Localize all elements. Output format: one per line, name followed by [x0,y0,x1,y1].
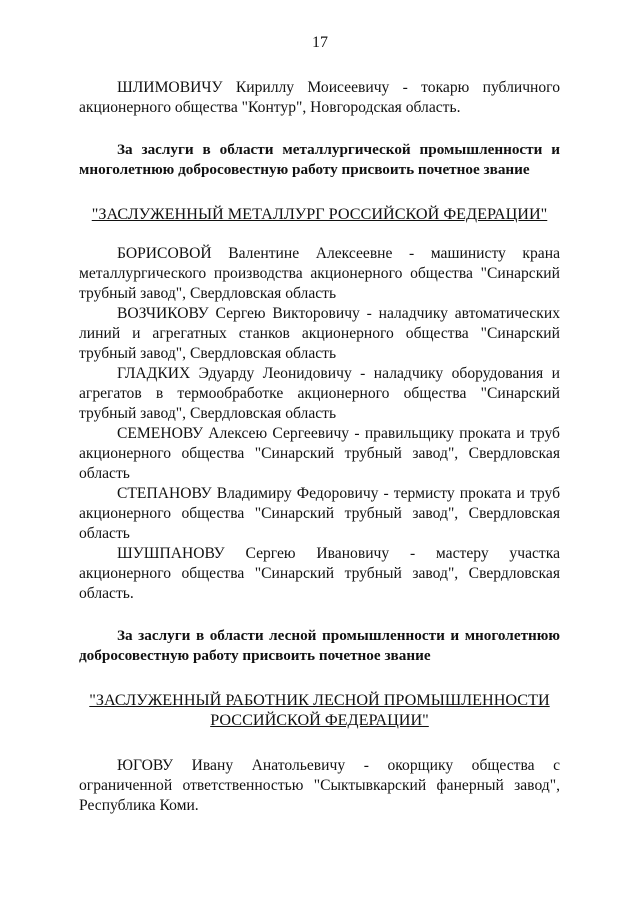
honorary-title-forestry [79,690,560,730]
decree-forestry: За заслуги в области лесной промышленности и многолетнюю добросовестную работу присвоить почетное звание [79,627,560,664]
decree-metallurgy: За заслуги в области металлургической промышленности и многолетнюю добросовестную работу присвоить почетное звание [79,141,560,178]
award-entry: ЮГОВУ Ивану Анатольевичу - окорщику общества с ограниченной ответственностью "Сыктывкарский фанерный завод", Республика Коми. [79,757,560,814]
award-entry: ГЛАДКИХ Эдуарду Леонидовичу - наладчику оборудования и агрегатов в термообработке акционерного общества "Синарский трубный завод", Свердловская область [79,365,560,422]
award-entry-intro: ШЛИМОВИЧУ Кириллу Моисеевичу - токарю публичного акционерного общества "Контур", Новгородская область. [79,79,560,116]
award-entry: ВОЗЧИКОВУ Сергею Викторовичу - наладчику автоматических линий и агрегатных станков акционерного общества "Синарский трубный завод", Свердловская область [79,305,560,362]
document-body [79,78,560,816]
award-entry: СТЕПАНОВУ Владимиру Федоровичу - термисту проката и труб акционерного общества "Синарский трубный завод", Свердловская область [79,485,560,542]
award-entry: БОРИСОВОЙ Валентине Алексеевне - машинисту крана металлургического производства акционерного общества "Синарский трубный завод", Свердловская область [79,245,560,302]
award-entry: СЕМЕНОВУ Алексею Сергеевичу - правильщику проката и труб акционерного общества "Синарский трубный завод", Свердловская область [79,425,560,482]
page-number: 17 [312,34,328,51]
honorary-title-line: РОССИЙСКОЙ ФЕДЕРАЦИИ" [210,711,429,729]
award-list-forestry [79,756,560,816]
award-list-metallurgy [79,244,560,604]
award-entry: ШУШПАНОВУ Сергею Ивановичу - мастеру участка акционерного общества "Синарский трубный завод", Свердловская область. [79,545,560,602]
honorary-title-metallurgist: "ЗАСЛУЖЕННЫЙ МЕТАЛЛУРГ РОССИЙСКОЙ ФЕДЕРАЦИИ" [91,205,548,223]
honorary-title-line: "ЗАСЛУЖЕННЫЙ РАБОТНИК ЛЕСНОЙ ПРОМЫШЛЕННОСТИ [89,691,550,709]
